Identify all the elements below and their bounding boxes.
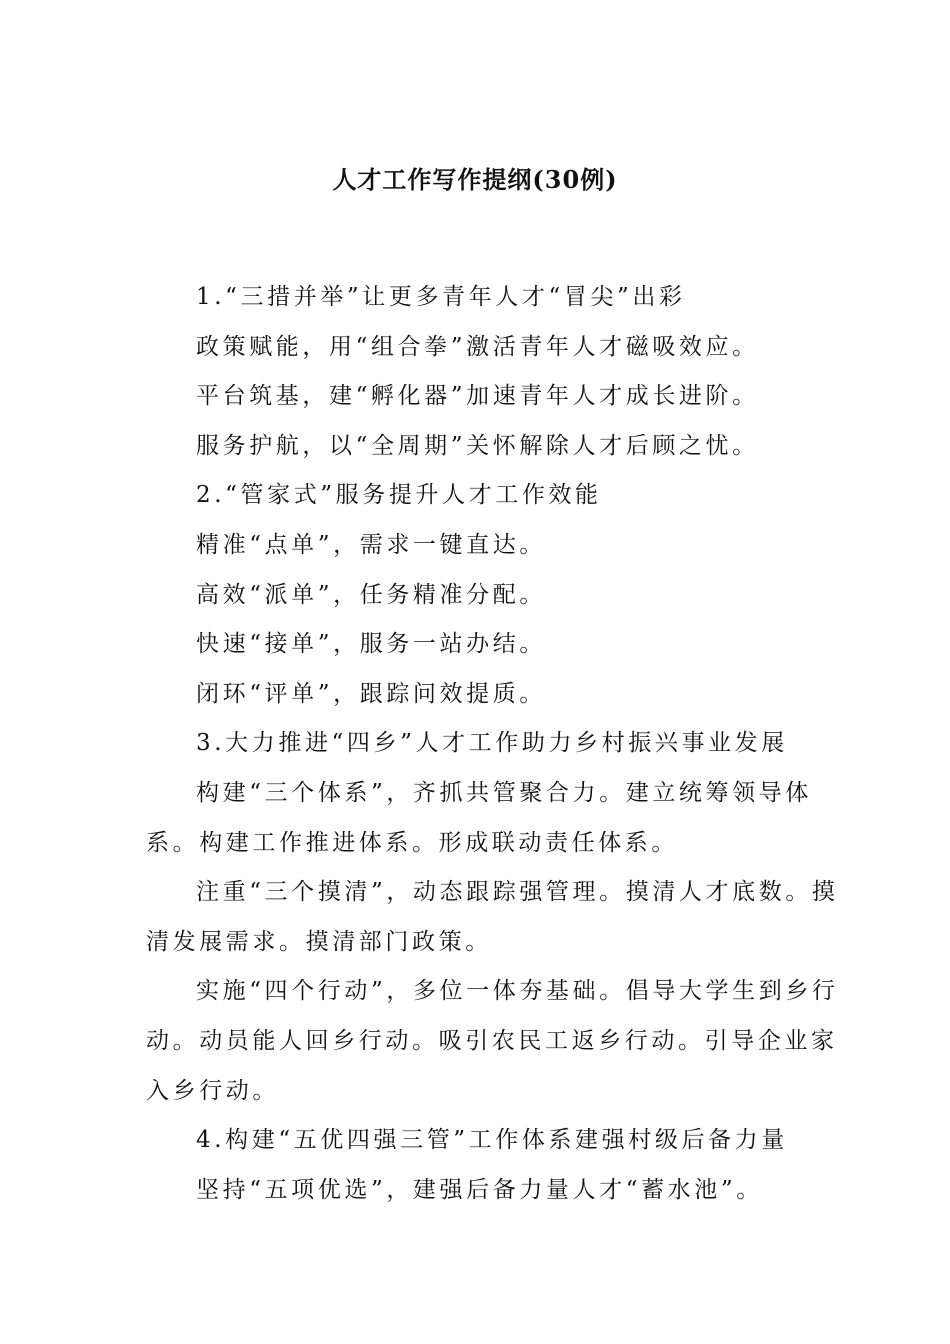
paragraph: 快速“接单”，服务一站办结。 [196, 631, 546, 658]
heading-4: 4.构建“五优四强三管”工作体系建强村级后备力量 [196, 1127, 788, 1154]
document-body [146, 273, 846, 1215]
paragraph: 构建“三个体系”，齐抓共管聚合力。建立统筹领导体系。构建工作推进体系。形成联动责任体系。 [146, 779, 812, 856]
heading-3: 3.大力推进“四乡”人才工作助力乡村振兴事业发展 [196, 730, 788, 757]
heading-1: 1.“三措并举”让更多青年人才“冒尖”出彩 [196, 284, 686, 310]
paragraph: 政策赋能，用“组合拳”激活青年人才磁吸效应。 [196, 333, 759, 360]
paragraph: 实施“四个行动”，多位一体夯基础。倡导大学生到乡行动。动员能人回乡行动。吸引农民工返乡行动。引导企业家入乡行动。 [146, 978, 839, 1104]
paragraph: 服务护航，以“全周期”关怀解除人才后顾之忧。 [196, 432, 759, 459]
paragraph: 精准“点单”，需求一键直达。 [196, 531, 546, 558]
paragraph: 坚持“五项优选”，建强后备力量人才“蓄水池”。 [196, 1176, 763, 1203]
paragraph: 平台筑基，建“孵化器”加速青年人才成长进阶。 [196, 383, 759, 410]
paragraph: 注重“三个摸清”，动态跟踪强管理。摸清人才底数。摸清发展需求。摸清部门政策。 [146, 879, 839, 955]
paragraph: 闭环“评单”，跟踪问效提质。 [196, 680, 546, 707]
paragraph: 高效“派单”，任务精准分配。 [196, 581, 546, 608]
heading-2: 2.“管家式”服务提升人才工作效能 [196, 482, 602, 509]
document-title: 人才工作写作提纲(30例) [332, 165, 618, 194]
